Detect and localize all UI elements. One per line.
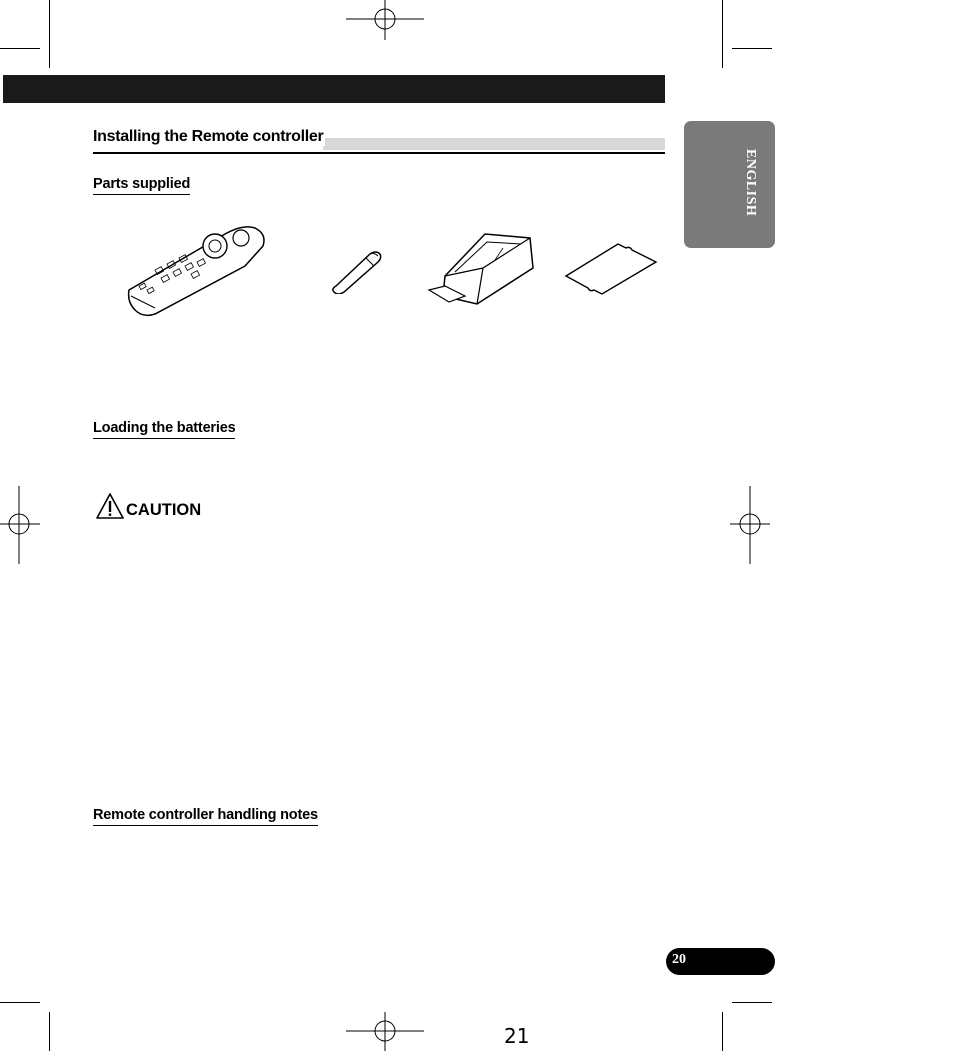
remote-controller-illustration: [125, 218, 270, 318]
header-bar: [3, 75, 665, 103]
battery-illustration: [330, 246, 384, 294]
adhesive-pad-illustration: [562, 240, 660, 298]
caution-heading: [96, 488, 201, 520]
language-tab-label: ENGLISH: [743, 149, 758, 217]
warning-triangle-icon: [96, 492, 124, 520]
crop-mark: [732, 1002, 772, 1003]
section-title-shade: [323, 138, 665, 150]
subheading-handling-notes: Remote controller handling notes: [93, 807, 318, 826]
crop-mark: [0, 1002, 40, 1003]
registration-mark-icon: [346, 0, 424, 40]
sheet-number: 21: [504, 1024, 530, 1048]
crop-mark: [0, 48, 40, 49]
section-title-text: Installing the Remote controller: [93, 128, 324, 145]
subheading-loading-batteries: Loading the batteries: [93, 420, 235, 439]
page-number: 20: [672, 952, 686, 967]
crop-mark: [722, 1012, 723, 1051]
registration-mark-icon: [346, 1012, 424, 1051]
language-tab: [684, 121, 775, 248]
page-number-badge: [666, 948, 775, 975]
section-title: [93, 128, 665, 154]
subheading-parts-supplied: Parts supplied: [93, 176, 190, 195]
crop-mark: [49, 1012, 50, 1051]
remote-holder-illustration: [425, 226, 540, 308]
crop-mark: [49, 0, 50, 68]
registration-mark-icon: [730, 486, 770, 564]
registration-mark-icon: [0, 486, 40, 564]
crop-mark: [722, 0, 723, 68]
caution-label: CAUTION: [126, 501, 202, 519]
crop-mark: [732, 48, 772, 49]
